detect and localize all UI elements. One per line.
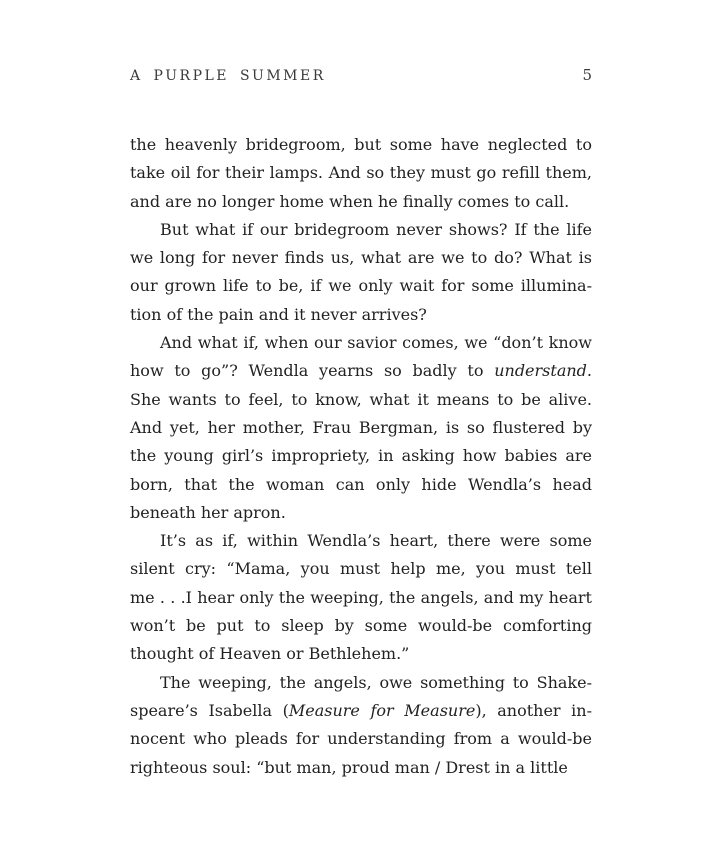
text-line: take oil for their lamps. And so they must go refill them, — [130, 163, 592, 183]
text-line: how to go”? Wendla yearns so badly to understand. — [130, 361, 592, 381]
text-line: She wants to feel, to know, what it means to be alive. — [130, 389, 592, 409]
text-line: thought of Heaven or Bethlehem.” — [130, 644, 410, 664]
running-title: A PURPLE SUMMER — [130, 68, 326, 84]
paragraph — [130, 669, 592, 782]
text-line: and are no longer home when he finally comes to call. — [130, 191, 570, 211]
paragraph — [130, 131, 592, 216]
text-line: our grown life to be, if we only wait for some illumina- — [130, 276, 592, 296]
text-line: silent cry: “Mama, you must help me, you must tell — [130, 559, 592, 579]
text-line: But what if our bridegroom never shows? If the life — [160, 219, 592, 239]
text-line: righteous soul: “but man, proud man / Drest in a little — [130, 757, 568, 777]
paragraph — [130, 216, 592, 329]
text-line: the young girl’s impropriety, in asking how babies are — [130, 446, 592, 466]
text-line: tion of the pain and it never arrives? — [130, 304, 427, 324]
page-body — [130, 131, 592, 782]
page-header — [130, 66, 592, 84]
paragraph — [130, 329, 592, 527]
text-line: won’t be put to sleep by some would-be comforting — [130, 616, 592, 636]
text-line: speare’s Isabella (Measure for Measure), another in- — [130, 700, 593, 720]
text-line: born, that the woman can only hide Wendla’s head — [130, 474, 592, 494]
text-line: we long for never finds us, what are we to do? What is — [130, 248, 592, 268]
text-line: It’s as if, within Wendla’s heart, there were some — [160, 531, 592, 551]
text-line: me . . .I hear only the weeping, the angels, and my heart — [130, 587, 592, 607]
text-line: And yet, her mother, Frau Bergman, is so flustered by — [130, 417, 592, 437]
text-line: beneath her apron. — [130, 502, 286, 522]
text-line: The weeping, the angels, owe something to Shake- — [160, 672, 592, 692]
text-line: And what if, when our savior comes, we “don’t know — [160, 333, 592, 353]
page-number: 5 — [582, 66, 592, 84]
text-line: nocent who pleads for understanding from a would-be — [130, 729, 592, 749]
paragraph — [130, 527, 592, 668]
text-line: the heavenly bridegroom, but some have neglected to — [130, 135, 592, 154]
